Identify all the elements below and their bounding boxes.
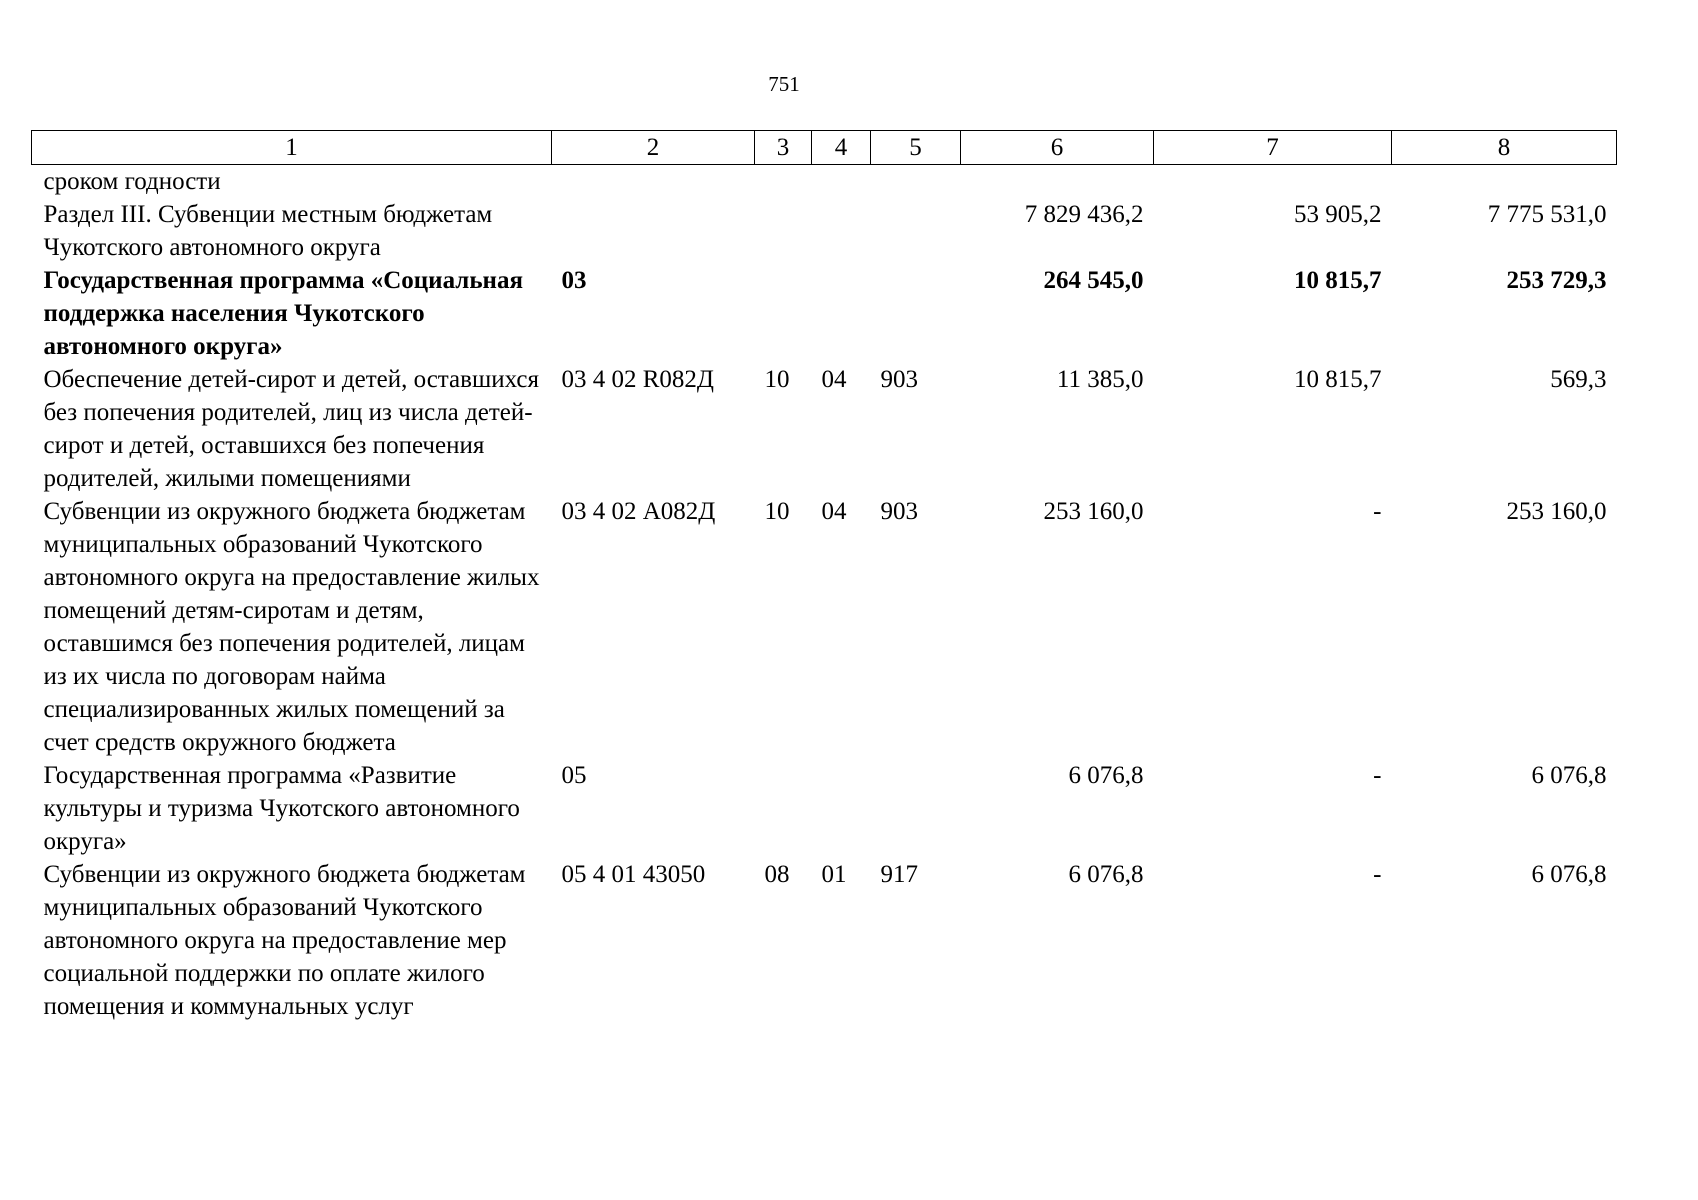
row-total: 6 076,8	[1068, 861, 1144, 888]
column-header: 8	[1392, 131, 1617, 165]
row-grbs	[871, 264, 961, 363]
row-code: 05 4 01 43050	[561, 861, 706, 888]
row-grbs: 917	[880, 861, 918, 888]
row-rz	[755, 264, 812, 363]
row-total: 7 829 436,2	[1024, 201, 1144, 228]
column-header: 2	[552, 131, 755, 165]
table-row	[32, 363, 1617, 495]
row-federal: -	[1373, 762, 1382, 789]
row-pr: 01	[821, 861, 847, 888]
table-row	[32, 165, 1617, 199]
row-rz	[755, 165, 812, 199]
row-pr	[812, 165, 871, 199]
row-rz: 10	[764, 498, 790, 525]
row-name: сроком годности	[43, 168, 221, 195]
row-rz: 08	[764, 861, 790, 888]
column-header: 6	[961, 131, 1154, 165]
row-grbs: 903	[880, 366, 918, 393]
row-pr: 04	[821, 498, 847, 525]
row-regional: 6 076,8	[1531, 861, 1607, 888]
column-header: 7	[1154, 131, 1392, 165]
row-total: 264 545,0	[1043, 267, 1144, 294]
row-rz: 10	[764, 366, 790, 393]
row-code	[552, 198, 755, 264]
row-code	[552, 165, 755, 199]
row-federal: -	[1373, 498, 1382, 525]
row-pr	[812, 198, 871, 264]
row-code: 03 4 02 А082Д	[561, 498, 716, 525]
row-regional: 569,3	[1550, 366, 1607, 393]
row-pr: 04	[821, 366, 847, 393]
row-code: 03	[561, 267, 587, 294]
row-regional: 253 729,3	[1506, 267, 1607, 294]
row-name: Субвенции из окружного бюджета бюджетам муниципальных образований Чукотского автономного округа на предоставление мер социальной поддержки по оплате жилого помещения и коммунальных услуг	[43, 861, 526, 1020]
header-row	[32, 131, 1617, 165]
row-regional: 7 775 531,0	[1487, 201, 1607, 228]
row-total: 6 076,8	[1068, 762, 1144, 789]
row-federal	[1154, 165, 1392, 199]
row-total: 253 160,0	[1043, 498, 1144, 525]
row-federal: 53 905,2	[1294, 201, 1382, 228]
column-header: 3	[755, 131, 812, 165]
page-number: 751	[768, 72, 800, 96]
table-row	[32, 495, 1617, 759]
row-total	[961, 165, 1154, 199]
row-federal: 10 815,7	[1294, 267, 1382, 294]
row-pr	[812, 264, 871, 363]
row-name: Обеспечение детей-сирот и детей, оставшихся без попечения родителей, лиц из числа детей-сирот и детей, оставшихся без попечения родителей, жилыми помещениями	[43, 366, 539, 492]
row-regional: 6 076,8	[1531, 762, 1607, 789]
row-code: 03 4 02 R082Д	[561, 366, 714, 393]
table-row	[32, 198, 1617, 264]
column-header: 1	[32, 131, 552, 165]
budget-table	[31, 130, 1617, 1023]
row-code: 05	[561, 762, 587, 789]
row-pr	[812, 759, 871, 858]
table-row	[32, 264, 1617, 363]
row-total: 11 385,0	[1056, 366, 1144, 393]
row-name: Субвенции из окружного бюджета бюджетам муниципальных образований Чукотского автономного округа на предоставление жилых помещений детям-сиротам и детям, оставшимся без попечения родителей, лицам из их числа по договорам найма специализированных жилых помещений за счет средств окружного бюджета	[43, 498, 540, 756]
row-federal: -	[1373, 861, 1382, 888]
row-grbs	[871, 759, 961, 858]
row-grbs	[871, 198, 961, 264]
row-grbs	[871, 165, 961, 199]
row-grbs: 903	[880, 498, 918, 525]
row-rz	[755, 759, 812, 858]
row-rz	[755, 198, 812, 264]
row-name: Раздел III. Субвенции местным бюджетам Чукотского автономного округа	[43, 201, 493, 261]
row-regional: 253 160,0	[1506, 498, 1607, 525]
table-row	[32, 858, 1617, 1023]
row-federal: 10 815,7	[1294, 366, 1382, 393]
row-name: Государственная программа «Социальная поддержка населения Чукотского автономного округа»	[43, 267, 523, 360]
column-header: 5	[871, 131, 961, 165]
row-name: Государственная программа «Развитие культуры и туризма Чукотского автономного округа»	[43, 762, 520, 855]
row-regional	[1392, 165, 1617, 199]
column-header: 4	[812, 131, 871, 165]
table-row	[32, 759, 1617, 858]
